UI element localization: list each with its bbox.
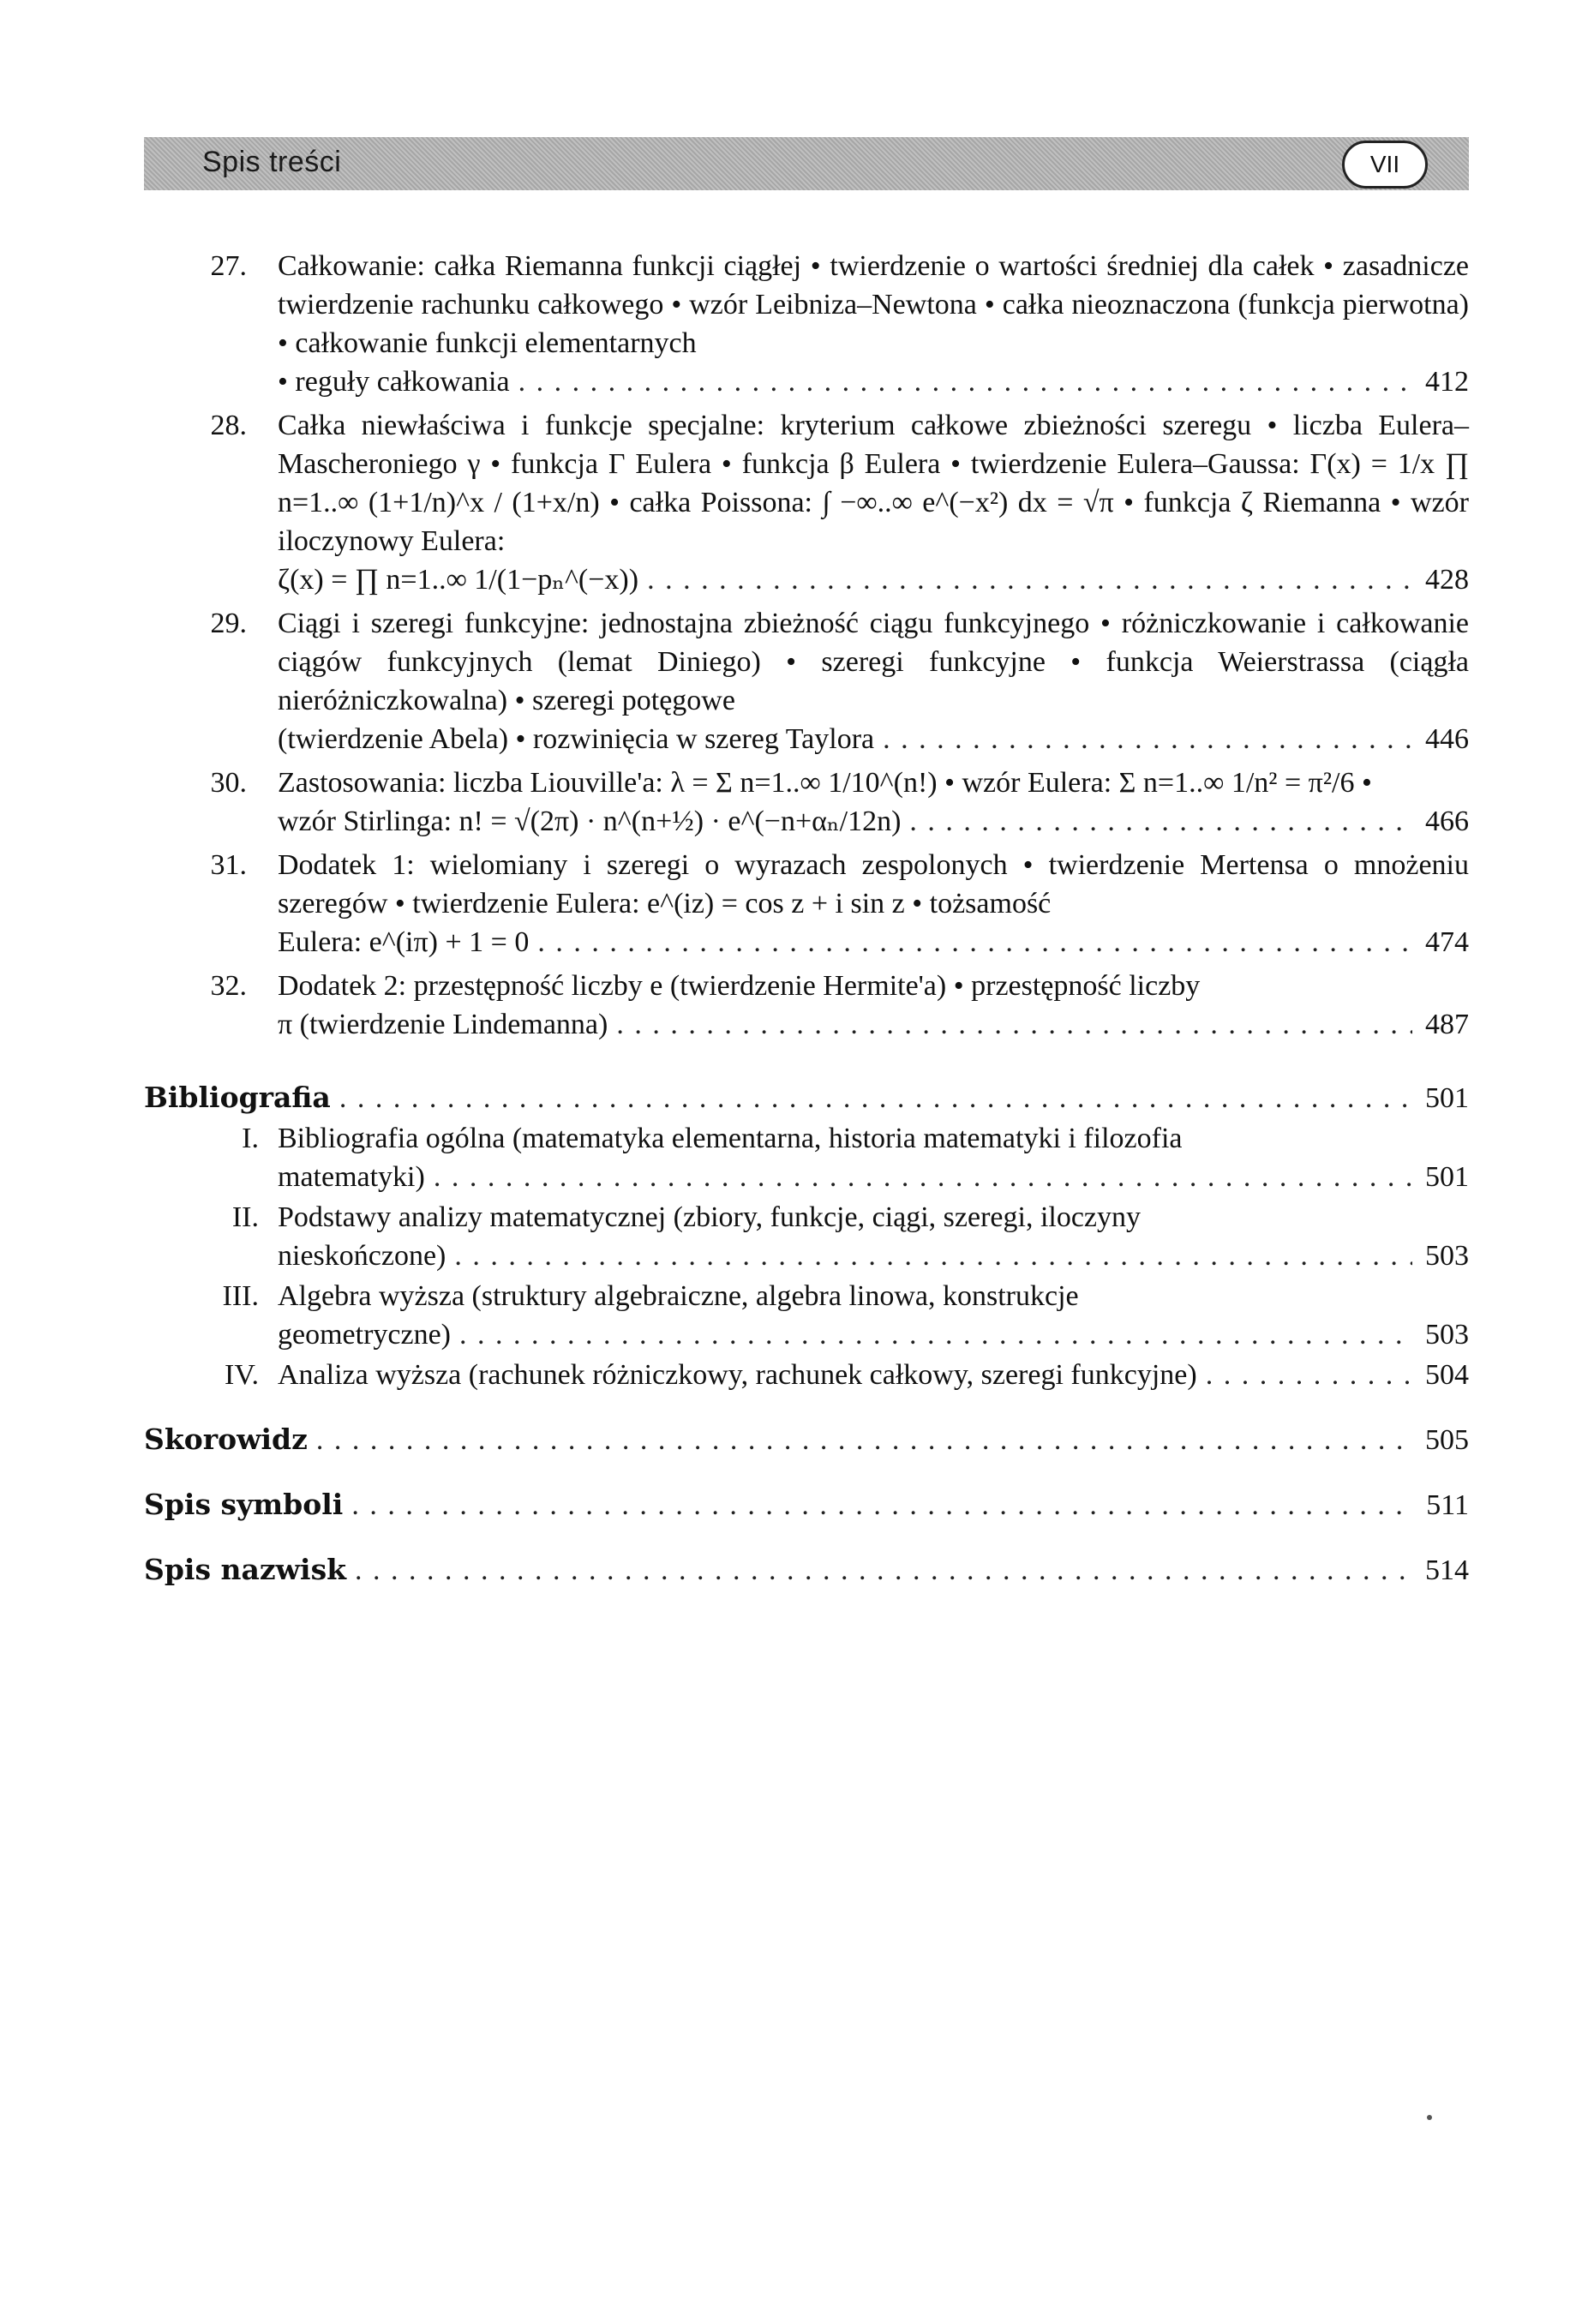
page-title: Spis treści [202, 146, 342, 178]
entry-number: 30. [210, 767, 247, 799]
entry-number: 27. [210, 250, 247, 282]
dot-leader [459, 1315, 1412, 1354]
dot-leader [537, 923, 1412, 961]
toc-entry-27[interactable] [144, 247, 1469, 401]
section-title: Skorowidz [144, 1423, 308, 1456]
entry-page: 487 [1425, 1009, 1469, 1040]
item-text: Algebra wyższa (struktury algebraiczne, algebra linowa, konstrukcje [278, 1280, 1079, 1312]
entry-text: Ciągi i szeregi funkcyjne: jednostajna zbieżność ciągu funkcyjnego • różniczkowanie i całkowanie ciągów funkcyjnych (lemat Diniego) • szeregi funkcyjne • funkcja Weierstrassa (ciągła nieróżniczkowalna) • szeregi potęgowe [278, 608, 1469, 716]
entry-page: 466 [1425, 806, 1469, 837]
dot-leader [454, 1237, 1412, 1275]
toc-entry-30[interactable] [144, 764, 1469, 841]
section-title: Spis nazwisk [144, 1553, 347, 1586]
entry-last-line: ζ(x) = ∏ n=1..∞ 1/(1−pₙ^(−x)) [278, 564, 639, 596]
entry-page: 428 [1425, 564, 1469, 596]
section-title: Spis symboli [144, 1488, 344, 1521]
header-bar [144, 137, 1469, 190]
toc-section-bibliography[interactable] [144, 1078, 1469, 1117]
item-page: 503 [1425, 1240, 1469, 1272]
bibliography-item-2[interactable] [144, 1198, 1469, 1275]
toc-section-index[interactable] [144, 1420, 1469, 1459]
table-of-contents [144, 247, 1469, 1590]
bibliography-item-4[interactable] [144, 1356, 1469, 1394]
entry-last-line: wzór Stirlinga: n! = √(2π) · n^(n+½) · e^(−n+αₙ/12n) [278, 806, 902, 837]
item-number: I. [242, 1123, 259, 1154]
print-speck [1427, 2115, 1432, 2120]
toc-section-symbols[interactable] [144, 1485, 1469, 1524]
toc-section-names[interactable] [144, 1550, 1469, 1590]
dot-leader [351, 1486, 1412, 1524]
item-number: III. [222, 1280, 259, 1312]
item-page: 503 [1425, 1319, 1469, 1351]
entry-last-line: π (twierdzenie Lindemanna) [278, 1009, 608, 1040]
item-number: II. [231, 1201, 259, 1233]
dot-leader [355, 1551, 1412, 1590]
entry-text: Dodatek 1: wielomiany i szeregi o wyrazach zespolonych • twierdzenie Mertensa o mnożeniu szeregów • twierdzenie Eulera: e^(iz) = cos z + i sin z • tożsamość [278, 849, 1469, 919]
item-last-line: Analiza wyższa (rachunek różniczkowy, rachunek całkowy, szeregi funkcyjne) [278, 1359, 1197, 1391]
item-text: Bibliografia ogólna (matematyka elementarna, historia matematyki i filozofia [278, 1123, 1183, 1154]
entry-last-line: (twierdzenie Abela) • rozwinięcia w szereg Taylora [278, 723, 875, 755]
item-last-line: nieskończone) [278, 1240, 446, 1272]
entry-last-line: Eulera: e^(iπ) + 1 = 0 [278, 926, 530, 958]
dot-leader [434, 1158, 1412, 1196]
item-page: 501 [1425, 1161, 1469, 1193]
item-last-line: matematyki) [278, 1161, 425, 1193]
dot-leader [518, 362, 1412, 401]
item-page: 504 [1425, 1359, 1469, 1391]
entry-page: 412 [1425, 366, 1469, 398]
entry-last-line: • reguły całkowania [278, 366, 510, 398]
section-page: 501 [1425, 1082, 1469, 1114]
item-last-line: geometryczne) [278, 1319, 451, 1351]
dot-leader [316, 1421, 1412, 1459]
section-title: Bibliografia [144, 1081, 331, 1114]
dot-leader [647, 560, 1412, 599]
dot-leader [909, 802, 1412, 841]
dot-leader [339, 1079, 1412, 1117]
dot-leader [616, 1005, 1412, 1044]
entry-number: 28. [210, 410, 247, 441]
item-text: Podstawy analizy matematycznej (zbiory, funkcje, ciągi, szeregi, iloczyny [278, 1201, 1142, 1233]
entry-number: 31. [210, 849, 247, 881]
entry-text: Całkowanie: całka Riemanna funkcji ciągłej • twierdzenie o wartości średniej dla całek • zasadnicze twierdzenie rachunku całkowego • wzór Leibniza–Newtona • całka nieoznaczona (funkcja pierwotna) • całkowanie funkcji elementarnych [278, 250, 1469, 359]
entry-text: Całka niewłaściwa i funkcje specjalne: kryterium całkowe zbieżności szeregu • liczba Eulera–Mascheroniego γ • funkcja Γ Eulera • funkcja β Eulera • twierdzenie Eulera–Gaussa: Γ(x) = 1/x ∏ n=1..∞ (1+1/n)^x / (1+x/n) • całka Poissona: ∫ −∞..∞ e^(−x²) dx = √π • funkcja ζ Riemanna • wzór iloczynowy Eulera: [278, 410, 1469, 557]
entry-text: Dodatek 2: przestępność liczby e (twierdzenie Hermite'a) • przestępność liczby [278, 970, 1201, 1002]
section-page: 511 [1426, 1489, 1469, 1521]
entry-number: 32. [210, 970, 247, 1002]
page-number-badge: VII [1342, 141, 1428, 189]
dot-leader [883, 720, 1412, 758]
toc-entry-32[interactable] [144, 967, 1469, 1044]
section-page: 505 [1425, 1424, 1469, 1456]
entry-page: 474 [1425, 926, 1469, 958]
section-page: 514 [1425, 1554, 1469, 1586]
item-number: IV. [225, 1359, 259, 1391]
toc-entry-28[interactable] [144, 406, 1469, 599]
dot-leader [1206, 1356, 1412, 1394]
toc-entry-29[interactable] [144, 604, 1469, 758]
bibliography-item-1[interactable] [144, 1119, 1469, 1196]
toc-entry-31[interactable] [144, 846, 1469, 961]
entry-page: 446 [1425, 723, 1469, 755]
entry-number: 29. [210, 608, 247, 639]
bibliography-item-3[interactable] [144, 1277, 1469, 1354]
entry-text: Zastosowania: liczba Liouville'a: λ = Σ n=1..∞ 1/10^(n!) • wzór Eulera: Σ n=1..∞ 1/n² = π²/6 • [278, 767, 1372, 799]
